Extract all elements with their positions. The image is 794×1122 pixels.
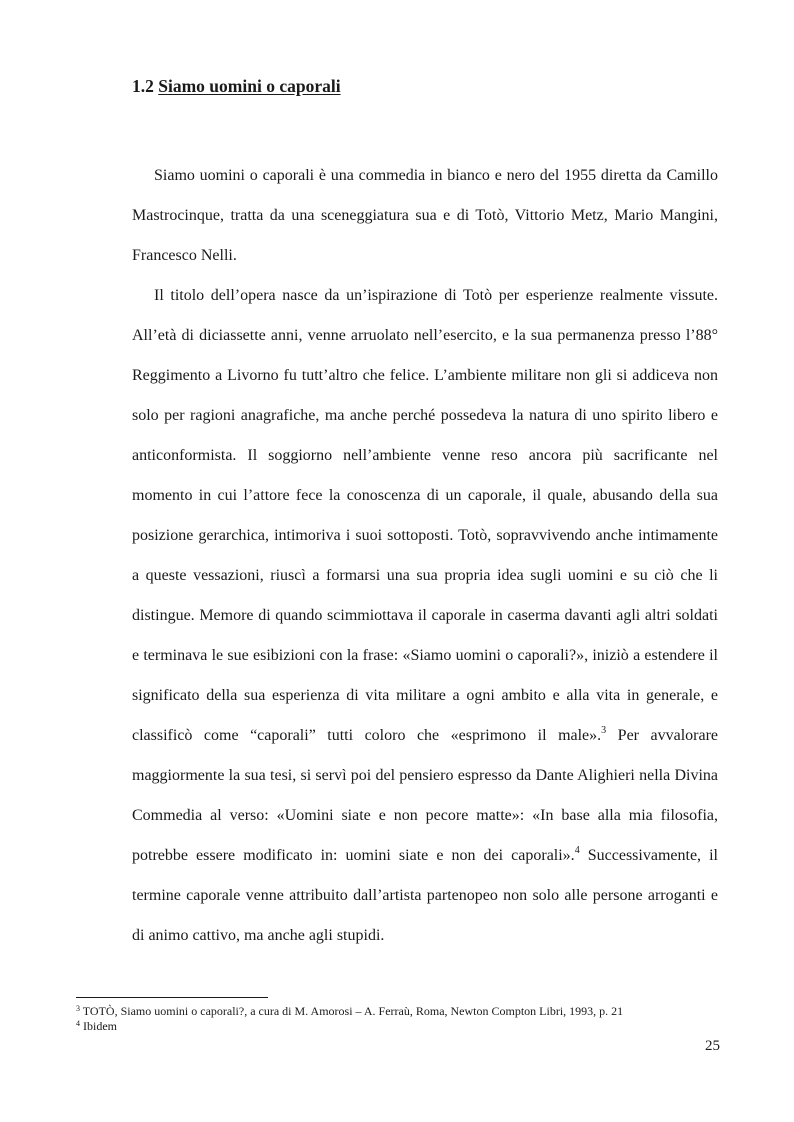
footnote-3 [76,1004,736,1019]
footnote-text: Ibidem [83,1019,117,1033]
footnotes [76,1004,736,1034]
section-heading [132,76,341,97]
paragraph-1 [132,156,718,276]
footnote-ref-4: 4 [574,845,580,856]
footnote-4 [76,1019,736,1034]
paragraph-1-text: Siamo uomini o caporali è una commedia in bianco e nero del 1955 diretta da Camillo Mastrocinque, tratta da una sceneggiatura sua e di Totò, Vittorio Metz, Mario Mangini, Francesco Nelli. [132,167,718,264]
footnote-text: TOTÒ, Siamo uomini o caporali?, a cura di M. Amorosi – A. Ferraù, Roma, Newton Compton Libri, 1993, p. 21 [82,1004,624,1018]
footnote-marker: 3 [76,1004,80,1013]
section-number: 1.2 [132,76,154,96]
body-text [132,156,718,956]
footnote-marker: 4 [76,1019,80,1028]
paragraph-2-part-3: Successivamente, il termine caporale venne attribuito dall’artista partenopeo non solo alle persone arroganti e di animo cattivo, ma anche agli stupidi. [132,847,719,944]
paragraph-2 [132,276,718,956]
footnote-separator [76,997,268,998]
page-number: 25 [705,1038,720,1054]
paragraph-2-part-2: Per avvalorare maggiormente la sua tesi, si servì poi del pensiero espresso da Dante Alighieri nella Divina Commedia al verso: «Uomini siate e non pecore matte»: «In base alla mia filosofia, potrebbe essere modificato in: uomini siate e non dei caporali». [132,727,719,864]
section-title: Siamo uomini o caporali [158,76,341,96]
footnote-ref-3: 3 [601,725,607,736]
paragraph-2-part-1: Il titolo dell’opera nasce da un’ispirazione di Totò per esperienze realmente vissute. All’età di diciassette anni, venne arruolato nell’esercito, e la sua permanenza presso l’88° Reggimento a Livorno fu tutt’altro che felice. L’ambiente militare non gli si addiceva non solo per ragioni anagrafiche, ma anche perché possedeva la natura di uno spirito libero e anticonformista. Il soggiorno nell’ambiente venne reso ancora più sacrificante nel momento in cui l’attore fece la conoscenza di un caporale, il quale, abusando della sua posizione gerarchica, intimoriva i suoi sottoposti. Totò, sopravvivendo anche intimamente a queste vessazioni, riuscì a formarsi una sua propria idea sugli uomini e su ciò che li distingue. Memore di quando scimmiottava il caporale in caserma davanti agli altri soldati e terminava le sue esibizioni con la frase: «Siamo uomini o caporali?», iniziò a estendere il significato della sua esperienza di vita militare a ogni ambito e alla vita in generale, e classificò come “caporali” tutti coloro che «esprimono il male». [132,287,718,744]
